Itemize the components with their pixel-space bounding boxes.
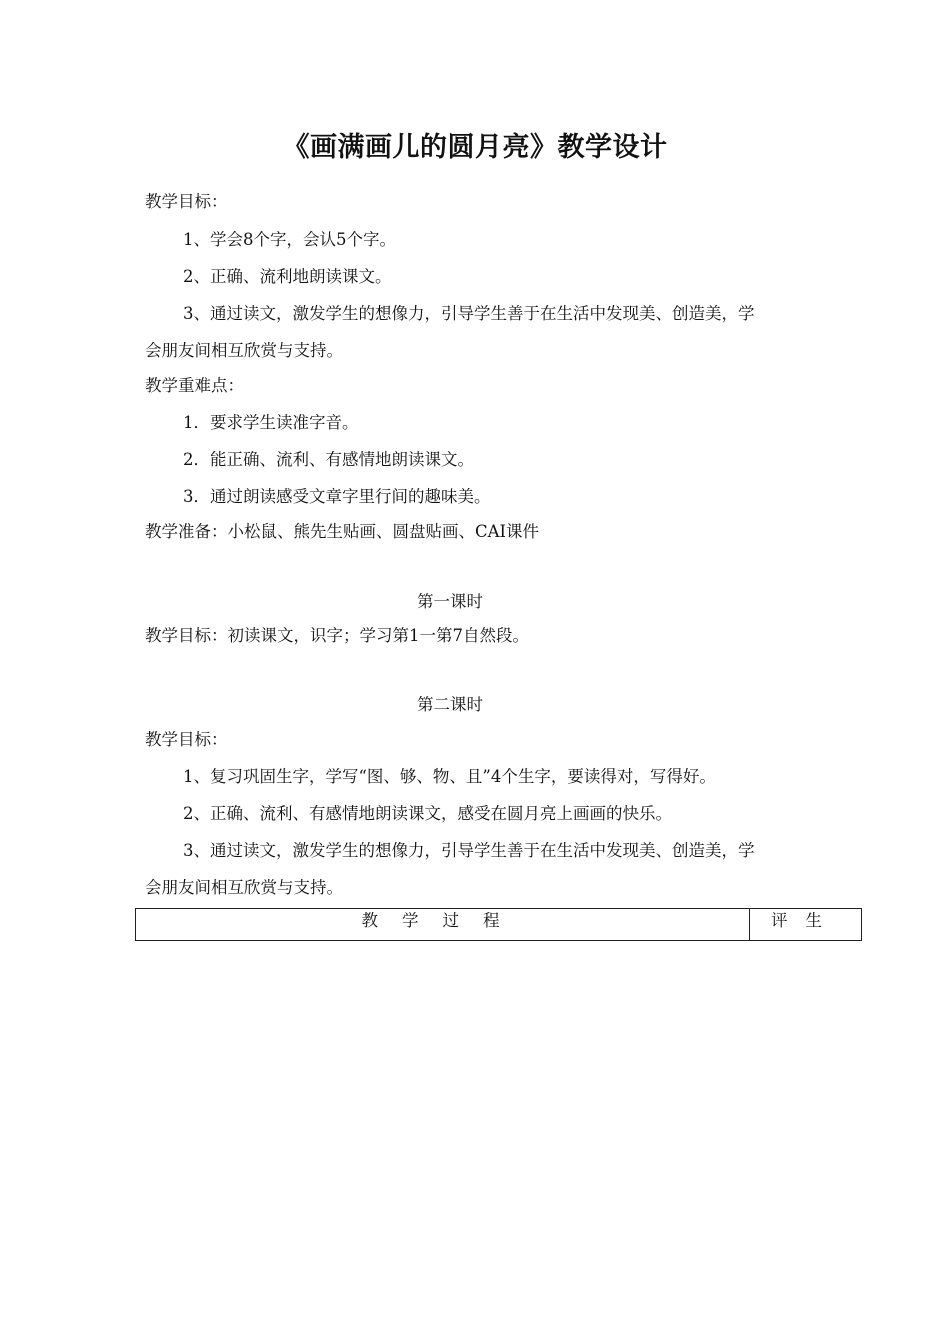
table-header-row	[136, 909, 862, 941]
lesson2-goal-item: 1、复习巩固生字，学写“图、够、物、且”4个生字，要读得对，写得好。	[183, 767, 716, 786]
key-point-item: 2．能正确、流利、有感情地朗读课文。	[183, 450, 474, 469]
teaching-process-table	[135, 908, 862, 941]
key-point-item: 3．通过朗读感受文章字里行间的趣味美。	[183, 487, 491, 506]
document-title: 《画满画儿的圆月亮》教学设计	[282, 132, 668, 163]
goal-item-continued: 会朋友间相互欣赏与支持。	[145, 341, 343, 360]
goal-item: 3、通过读文，激发学生的想像力，引导学生善于在生活中发现美、创造美，学	[183, 304, 755, 323]
key-points-heading: 教学重难点：	[145, 376, 244, 395]
lesson2-goal-item-continued: 会朋友间相互欣赏与支持。	[145, 878, 343, 897]
goal-item: 2、正确、流利地朗读课文。	[183, 267, 392, 286]
goal-item: 1、学会8个字，会认5个字。	[183, 230, 396, 249]
lesson2-goal-item: 2、正确、流利、有感情地朗读课文，感受在圆月亮上画画的快乐。	[183, 804, 672, 823]
lesson2-goal-item: 3、通过读文，激发学生的想像力，引导学生善于在生活中发现美、创造美，学	[183, 841, 755, 860]
lesson2-goals-heading: 教学目标：	[145, 730, 228, 749]
lesson2-heading: 第二课时	[417, 695, 483, 714]
evaluation-column-header: 评生	[750, 909, 862, 941]
goals-heading: 教学目标：	[145, 192, 228, 211]
preparation-text: 教学准备：小松鼠、熊先生贴画、圆盘贴画、CAI课件	[145, 522, 540, 541]
key-point-item: 1．要求学生读准字音。	[183, 413, 359, 432]
lesson1-goal: 教学目标：初读课文，识字；学习第1一第7自然段。	[145, 626, 529, 645]
lesson1-heading: 第一课时	[417, 592, 483, 611]
process-column-header: 教学过程	[136, 909, 750, 941]
